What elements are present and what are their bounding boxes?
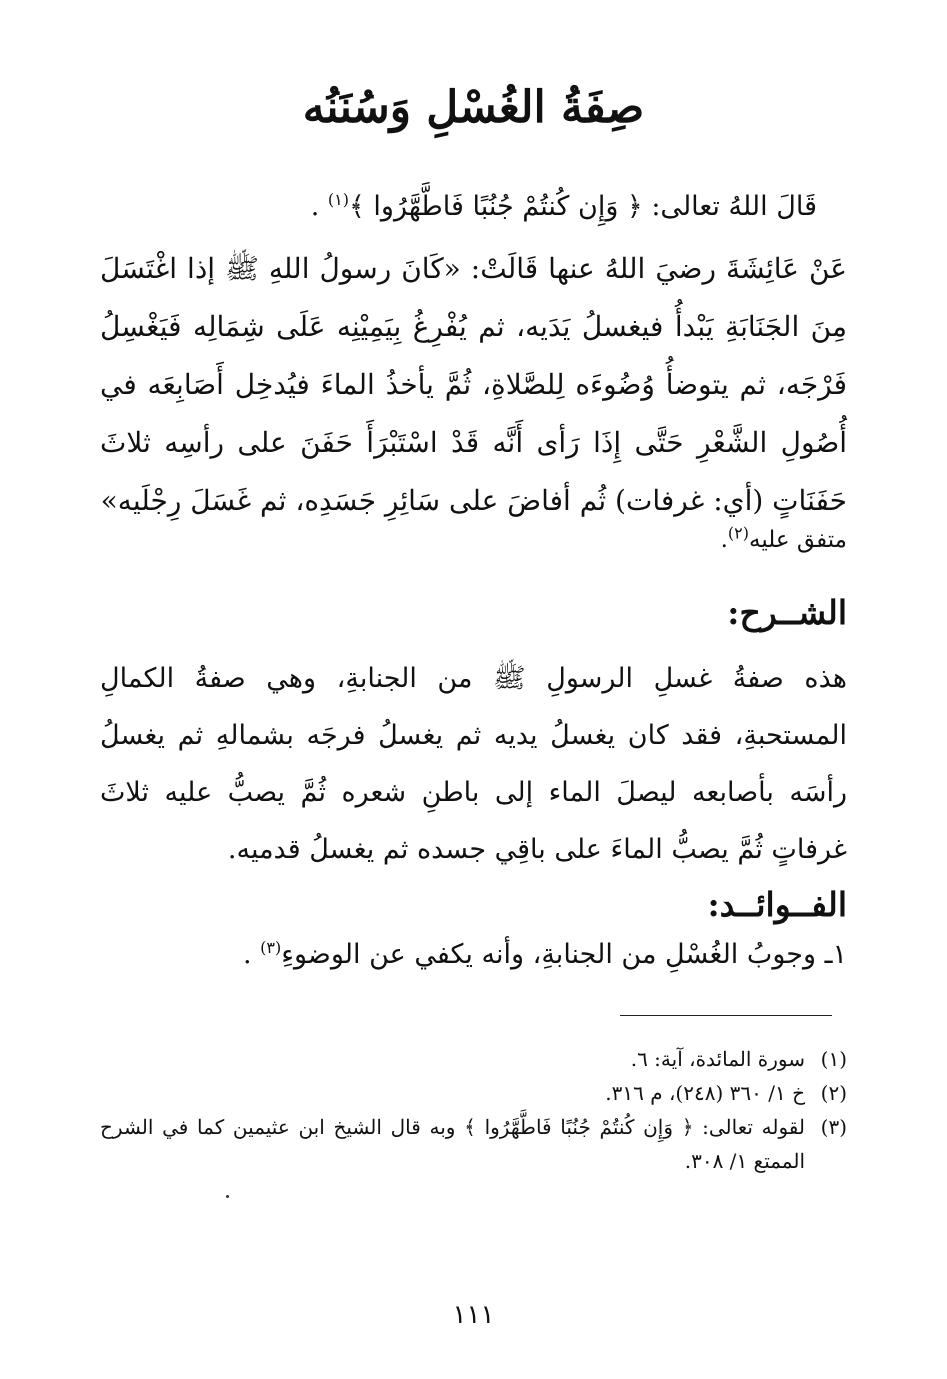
benefit-text: ١ـ وجوبُ الغُسْلِ من الجنابةِ، وأنه يكفي عن الوضوءِ [281,939,847,970]
footnote-2 [100,1076,847,1110]
footnote-number: (٢) [820,1081,847,1105]
hadith-source [721,520,847,560]
verse-end: . [310,191,328,222]
sharh-heading: الشــرح: [727,593,847,632]
footnote-number: (٣) [820,1115,847,1139]
fawaid-heading: الفــوائــد: [707,885,847,924]
hadith-text: عَنْ عَائِشَةَ رضيَ اللهُ عنها قَالَتْ: «كَانَ رسولُ اللهِ ﷺ إذا اغْتَسَلَ مِنَ الجَنَابَةِ يَبْدأُ فيغسلُ يَدَيه، ثم يُفْرِغُ بِيَمِيْنِه عَلَى شِمَالِه فَيَغْسِلُ فَرْجَه، ثم يتوضأُ وُضُوءَه لِلصَّلاةِ، ثُمَّ يأخذُ الماءَ فيُدخِل أَصَابِعَه في أُصُولِ الشَّعْرِ حَتَّى إِذَا رَأى أَنَّه قَدْ اسْتَبْرَأَ حَفَنَ على رأسِه ثلاثَ حَفَنَاتٍ (أي: غرفات) ثُم أفاضَ على سَائِرِ جَسَدِه، ثم غَسَلَ رِجْلَيه» [100,252,847,517]
footnote-number: (١) [820,1047,847,1071]
footnote-text: خ ١/ ٣٦٠ (٢٤٨)، م ٣١٦. [605,1081,805,1105]
benefit-item [243,930,847,980]
verse-text: قَالَ اللهُ تعالى: ﴿ وَإِن كُنتُمْ جُنُبًا فَاطَّهَّرُوا ﴾ [349,191,817,222]
sharh-text: هذه صفةُ غسلِ الرسولِ ﷺ من الجنابةِ، وهي صفةُ الكمالِ المستحبةِ، فقد كان يغسلُ يديه ثم يغسلُ فرجَه بشمالهِ ثم يغسلُ رأسَه بأصابعه ليصلَ الماء إلى باطنِ شعره ثُمَّ يصبُّ عليه ثلاثَ غرفاتٍ ثُمَّ يصبُّ الماءَ على باقِي جسده ثم يغسلُ قدميه. [100,663,847,865]
footnote-divider [620,1015,832,1016]
footnote-text: سورة المائدة، آية: ٦. [630,1047,805,1071]
benefit-end: . [242,939,261,970]
hadith-source-label: متفق عليه [749,527,847,553]
scan-speck [226,1195,229,1198]
page-number: ١١١ [452,1300,495,1330]
footnote-text: لقوله تعالى: ﴿ وَإِن كُنتُمْ جُنُبًا فَاطَّهَّرُوا ﴾ وبه قال الشيخ ابن عثيمين كما في الشرح الممتع ١/ ٣٠٨. [100,1115,805,1173]
hadith-source-end: . [720,527,728,553]
footnote-1 [100,1042,847,1076]
page-title: صِفَةُ الغُسْلِ وَسُنَنُه [302,82,645,133]
quran-verse [97,182,817,232]
footnote-ref-1: (١) [327,190,349,209]
footnote-ref-2: (٢) [727,523,749,543]
footnotes [100,1042,847,1178]
footnote-3 [100,1110,847,1178]
footnote-ref-3: (٣) [260,938,282,957]
